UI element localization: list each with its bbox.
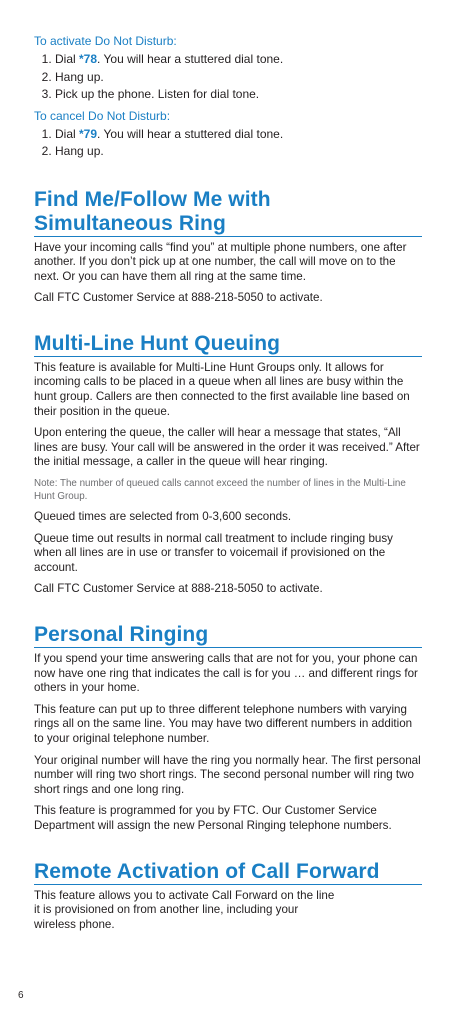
paragraph: Your original number will have the ring you normally hear. The first personal number will ring two short rings. The second personal number will ring two short rings and one long ring. [34, 753, 421, 796]
star-code: *78 [79, 52, 98, 66]
paragraph: Call FTC Customer Service at 888-218-5050 to activate. [34, 582, 323, 596]
list-item: 1. Dial *79. You will hear a stuttered dial tone. [55, 126, 422, 144]
paragraph: Upon entering the queue, the caller will hear a message that states, “All lines are busy. Your call will be answered in the order it was received.” After the initial message, a caller in the queue will hear ringing. [34, 426, 420, 469]
list-item: 2. Hang up. [55, 143, 422, 161]
remote-call-forward-section [34, 860, 422, 933]
section-title: Find Me/Follow Me with Simultaneous Ring [34, 188, 422, 237]
paragraph: This feature is programmed for you by FTC. Our Customer Service Department will assign the new Personal Ringing telephone numbers. [34, 804, 392, 832]
paragraph: This feature allows you to activate Call Forward on the line it is provisioned on from another line, including your wireless phone. [34, 888, 335, 931]
paragraph: This feature can put up to three different telephone numbers with varying rings all on the same line. You may have two different numbers in addition to your original telephone number. [34, 702, 413, 745]
page-content [34, 34, 422, 939]
paragraph: Queued times are selected from 0-3,600 seconds. [34, 510, 292, 524]
section-title: Personal Ringing [34, 623, 422, 648]
list-item: 2. Hang up. [55, 69, 422, 87]
paragraph: This feature is available for Multi-Line Hunt Groups only. It allows for incoming calls to be placed in a queue when all lines are busy within the hunt group. Callers are then connected to the first available line based on their position in the queue. [34, 360, 410, 418]
paragraph: Call FTC Customer Service at 888-218-5050 to activate. [34, 291, 323, 305]
list-item: 1. Dial *78. You will hear a stuttered dial tone. [55, 51, 422, 69]
dnd-cancel-heading: To cancel Do Not Disturb: [34, 108, 171, 123]
dnd-activate-steps [34, 51, 422, 104]
section-title: Multi-Line Hunt Queuing [34, 332, 422, 357]
section-title: Remote Activation of Call Forward [34, 860, 422, 885]
hunt-section [34, 332, 422, 597]
paragraph: Queue time out results in normal call treatment to include ringing busy when all lines are in use or transfer to voicemail if provisioned on the account. [34, 531, 393, 574]
paragraph: Have your incoming calls “find you” at multiple phone numbers, one after another. If you don’t pick up at one number, the call will move on to the next. Or you can have them all ring at the same time. [34, 240, 407, 283]
note: Note: The number of queued calls cannot exceed the number of lines in the Multi-Line Hunt Group. [34, 478, 406, 503]
find-me-section [34, 188, 422, 306]
dnd-section [34, 34, 422, 161]
star-code: *79 [79, 126, 98, 141]
page-number: 6 [18, 990, 24, 1001]
dnd-cancel-steps [34, 126, 422, 161]
dnd-activate-heading: To activate Do Not Disturb: [34, 34, 177, 48]
list-item: 3. Pick up the phone. Listen for dial tone. [55, 86, 422, 104]
paragraph: If you spend your time answering calls that are not for you, your phone can now have one ring that indicates the call is for you … and different rings for others in your home. [34, 652, 418, 695]
personal-ringing-section [34, 623, 422, 834]
